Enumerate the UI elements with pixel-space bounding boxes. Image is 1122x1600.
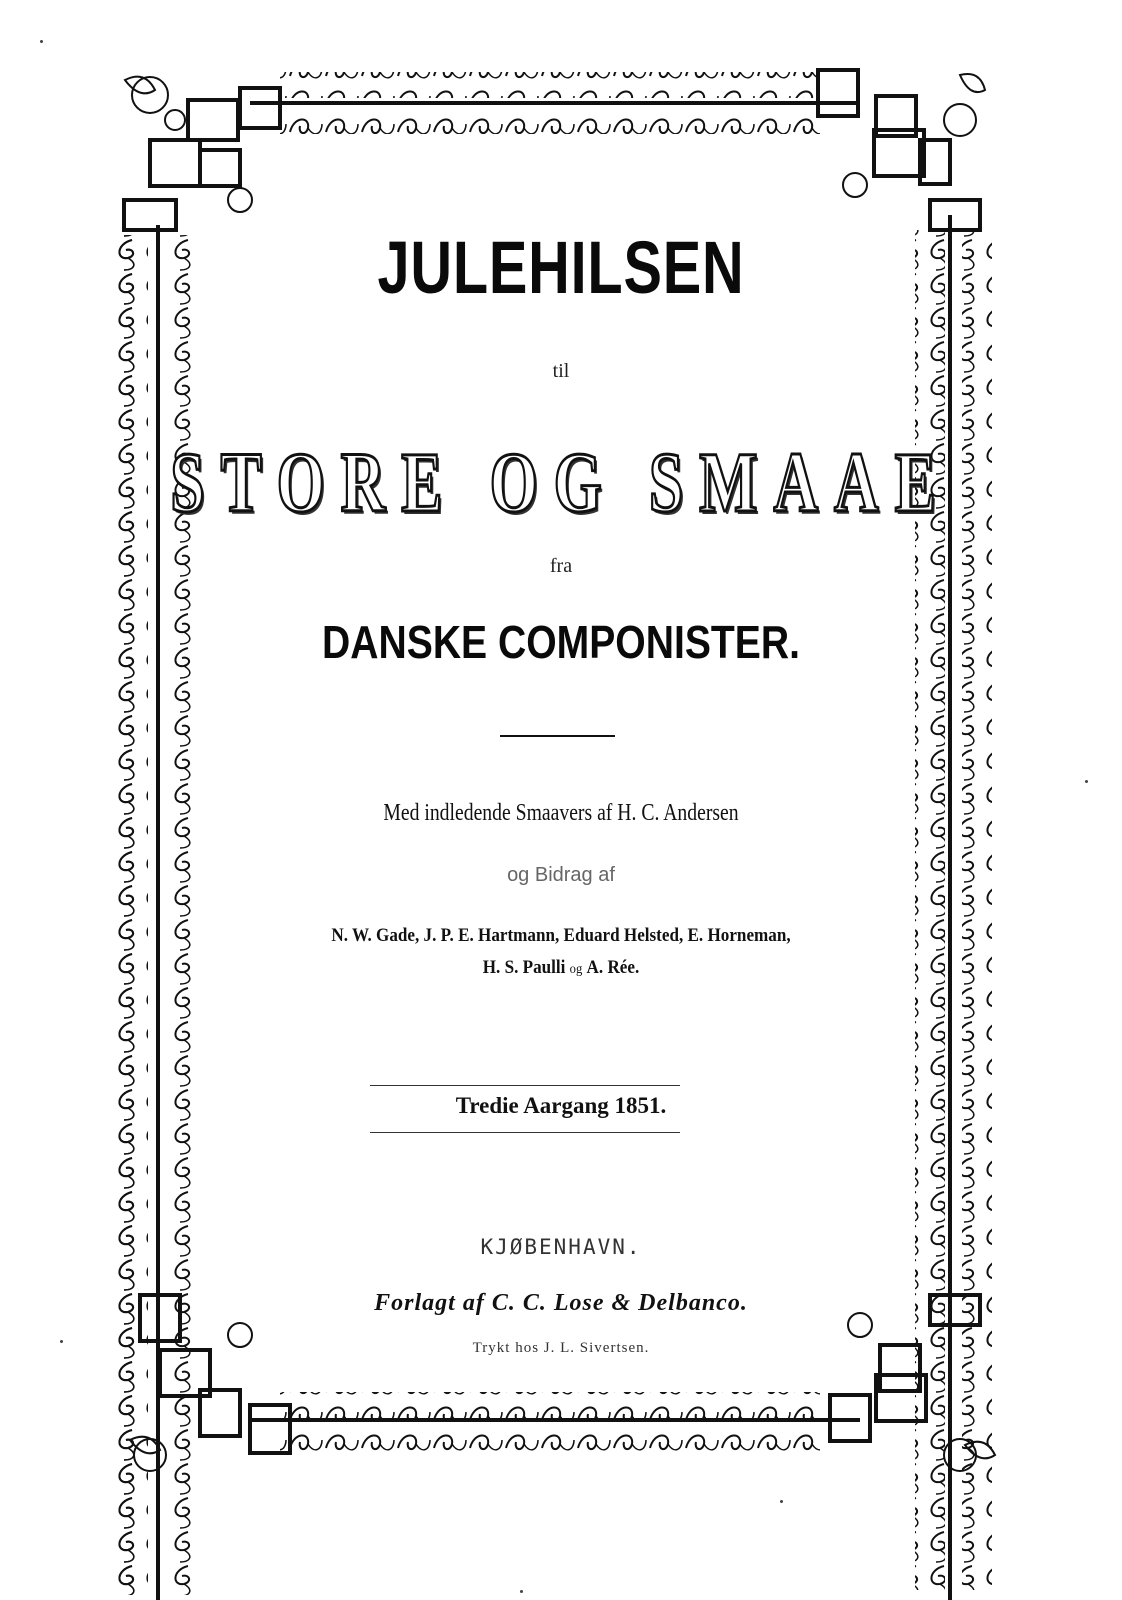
printer: Trykt hos J. L. Sivertsen. — [472, 1340, 650, 1356]
og-word: og — [569, 962, 583, 977]
ink-speck — [780, 1500, 783, 1503]
contributor-ree: A. Rée. — [586, 957, 640, 978]
subtitle: STORE OG SMAAE — [170, 434, 952, 530]
bidrag-line: og Bidrag af — [507, 864, 615, 886]
main-title: JULEHILSEN — [377, 226, 745, 309]
composers-heading: DANSKE COMPONISTER. — [322, 616, 800, 668]
edition-rule-bottom — [370, 1132, 680, 1133]
edition: Tredie Aargang 1851. — [455, 1093, 667, 1118]
fra-word: fra — [549, 555, 573, 577]
contributors-line-2 — [56, 957, 1066, 979]
publisher: Forlagt af C. C. Lose & Delbanco. — [374, 1290, 748, 1316]
ink-speck — [1085, 780, 1088, 783]
contributor-paulli: H. S. Paulli — [482, 957, 566, 978]
edition-rule-top — [370, 1085, 680, 1086]
ink-speck — [60, 1340, 63, 1343]
divider-rule — [500, 735, 615, 737]
intro-line: Med indledende Smaavers af H. C. Andersen — [383, 800, 739, 826]
ink-speck — [40, 40, 43, 43]
city: KJØBENHAVN. — [480, 1235, 642, 1259]
ink-speck — [520, 1590, 523, 1593]
til-word: til — [552, 360, 570, 382]
contributors-line-1: N. W. Gade, J. P. E. Hartmann, Eduard Helsted, E. Horneman, — [331, 925, 791, 946]
